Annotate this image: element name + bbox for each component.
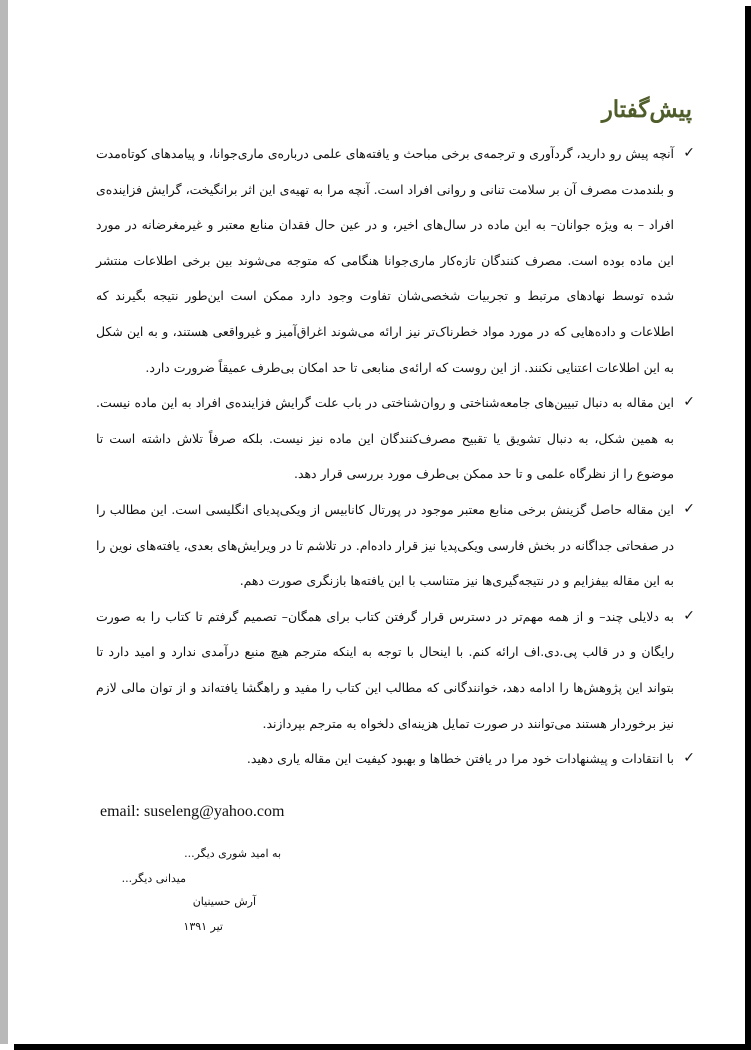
signoff-line: به امید شوری دیگر...	[184, 847, 281, 860]
signoff-date: تیر ۱۳۹۱	[183, 920, 223, 933]
page-shadow-right	[745, 6, 751, 1050]
contact-email[interactable]: email: suseleng@yahoo.com	[100, 803, 285, 820]
author-name: آرش حسینیان	[192, 895, 256, 908]
list-item-text: آنچه پیش رو دارید، گردآوری و ترجمه‌ی برخی مباحث و یافته‌های علمی درباره‌ی ماری‌جوانا، و پیامدهای کوتاه‌مدت و بلندمدت مصرف آن بر سلامت تنانی و روانی افراد است. آنچه مرا به تهیه‌ی این اثر برانگیخت، گرایش فزاینده‌ی افراد – به ویژه جوانان– به این ماده در سال‌های اخیر، و در عین حال فقدان منابع معتبر و غیرمغرضانه در مورد این ماده بوده است. مصرف کنندگان تازه‌کار ماری‌جوانا هنگامی که متوجه می‌شوند بین برخی اطلاعات منتشر شده توسط نهادهای مرتبط و تجربیات شخصی‌شان تفاوت وجود دارد ممکن است این‌طور نتیجه بگیرند که اطلاعات و داده‌هایی که در مورد مواد خطرناک‌تر نیز ارائه می‌شوند اغراق‌آمیز و غیرواقعی هستند، و به این شکل به این اطلاعات اعتنایی نکنند. از این روست که ارائه‌ی منابعی تا حد امکان بی‌طرف عمیقاً ضرورت دارد.	[96, 146, 674, 375]
list-item	[96, 136, 695, 385]
checkmark-icon: ✓	[683, 750, 695, 767]
checkmark-icon: ✓	[683, 394, 695, 411]
checkmark-icon: ✓	[683, 145, 695, 161]
signoff-line: میدانی دیگر...	[121, 872, 186, 885]
list-item	[96, 385, 695, 492]
list-item-text: به دلایلی چند– و از همه مهم‌تر در دسترس قرار گرفتن کتاب برای همگان– تصمیم گرفتم تا کتاب را به صورت رایگان و در قالب پی.دی.اف ارائه کنم. با اینحال با توجه به اینکه مترجم هیچ منبع درآمدی ندارد و امید دارد تا بتواند این پژوهش‌ها را ادامه دهد، خوانندگانی که مطالب این کتاب را مفید و راهگشا یافته‌اند و از توان مالی لازم نیز برخوردار هستند می‌توانند در صورت تمایل هزینه‌ای دلخواه به مترجم بپردازند.	[96, 608, 674, 731]
list-item	[96, 492, 695, 599]
checkmark-icon: ✓	[683, 607, 695, 624]
list-item	[96, 741, 695, 777]
document-body	[96, 90, 695, 777]
list-item-text: این مقاله حاصل گزینش برخی منابع معتبر موجود در پورتال کانابیس از ویکی‌پدیای انگلیسی است. این مطالب را در صفحاتی جداگانه در بخش فارسی ویکی‌پدیا نیز قرار داده‌ام. در تلاشم تا در ویرایش‌های بعدی، یافته‌های نوین را به این مقاله بیفزایم و در نتیجه‌گیری‌ها نیز متناسب با این یافته‌ها بازنگری صورت دهم.	[96, 501, 674, 589]
checkmark-icon: ✓	[683, 500, 695, 517]
page-title: پیش‌گفتار	[601, 96, 692, 123]
list-item	[96, 599, 695, 741]
page-shadow-bottom	[14, 1044, 751, 1050]
list-item-text: با انتقادات و پیشنهادات خود مرا در یافتن خطاها و بهبود کیفیت این مقاله یاری دهید.	[246, 751, 674, 767]
list-item-text: این مقاله به دنبال تبیین‌های جامعه‌شناختی و روان‌شناختی در باب علت گرایش فزاینده‌ی افراد به این ماده نیست. به همین شکل، به دنبال تشویق یا تقبیح مصرف‌کنندگان این ماده نیز نیست. بلکه صرفاً تلاش داشته است تا موضوع را از نظرگاه علمی و تا حد ممکن بی‌طرف مورد بررسی قرار دهد.	[96, 395, 674, 482]
